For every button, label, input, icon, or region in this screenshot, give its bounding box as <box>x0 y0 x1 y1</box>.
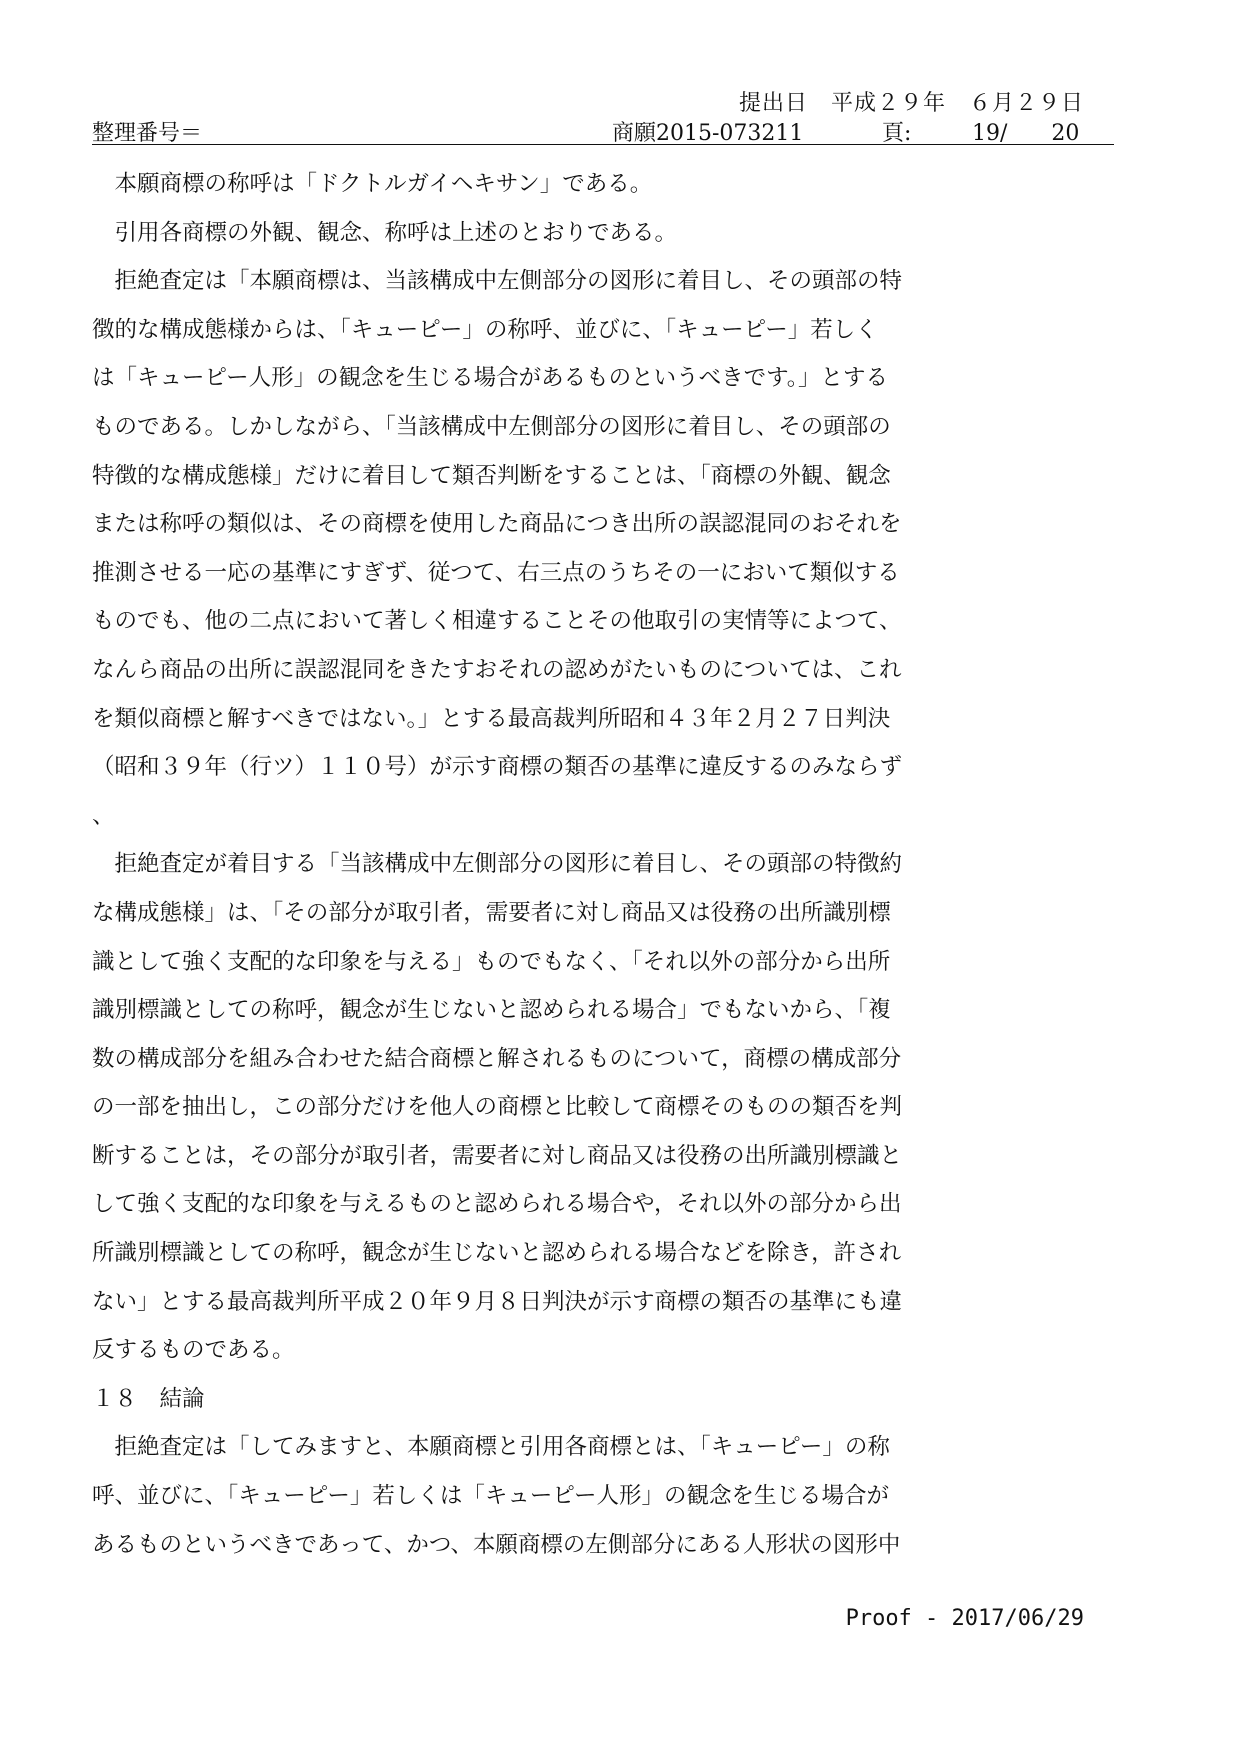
page-number: 19/ 20 <box>972 121 1080 146</box>
text-line: 引用各商標の外観、観念、称呼は上述のとおりである。 <box>92 219 678 246</box>
text-line: 所識別標識としての称呼，観念が生じないと認められる場合などを除き，許され <box>92 1240 902 1267</box>
text-line: 識別標識としての称呼，観念が生じないと認められる場合」でもないから、「複 <box>92 997 891 1024</box>
document-body <box>92 160 1112 1569</box>
text-line: な構成態様」は、「その部分が取引者，需要者に対し商品又は役務の出所識別標 <box>92 899 891 926</box>
text-line: 本願商標の称呼は「ドクトルガイヘキサン」である。 <box>92 171 653 197</box>
text-line: ものである。しかしながら、「当該構成中左側部分の図形に着目し、その頭部の <box>92 413 891 440</box>
proof-footer: Proof - 2017/06/29 <box>845 1606 1084 1631</box>
text-line: 反するものである。 <box>92 1337 295 1364</box>
text-line: 、 <box>92 802 115 829</box>
text-line: 拒絶査定は「本願商標は、当該構成中左側部分の図形に着目し、その頭部の特 <box>92 268 903 295</box>
text-line: を類似商標と解すべきではない。」とする最高裁判所昭和４３年２月２７日判決 <box>92 705 891 732</box>
text-line: 推測させる一応の基準にすぎず、従つて、右三点のうちその一において類似する <box>92 559 900 586</box>
text-line: 特徴的な構成態様」だけに着目して類否判断をすることは、「商標の外観、観念 <box>92 462 891 489</box>
application-number: 商願2015-073211 <box>612 121 804 146</box>
text-line: 拒絶査定は「してみますと、本願商標と引用各商標とは、「キューピー」の称 <box>92 1434 890 1461</box>
section-heading: １８ 結論 <box>92 1385 205 1412</box>
text-line: 呼、並びに、「キューピー」若しくは「キューピー人形」の観念を生じる場合が <box>92 1483 889 1510</box>
text-line: （昭和３９年（行ツ）１１０号）が示す商標の類否の基準に違反するのみならず <box>92 754 903 781</box>
text-line: なんら商品の出所に誤認混同をきたすおそれの認めがたいものについては、これ <box>92 656 902 683</box>
text-line: 断することは，その部分が取引者，需要者に対し商品又は役務の出所識別標識と <box>92 1142 903 1169</box>
reference-number-label: 整理番号＝ <box>92 121 203 146</box>
text-line: 数の構成部分を組み合わせた結合商標と解されるものについて，商標の構成部分 <box>92 1045 902 1072</box>
text-line: または称呼の類似は、その商標を使用した商品につき出所の誤認混同のおそれを <box>92 511 902 538</box>
page-label: 頁: <box>882 121 912 146</box>
text-line: して強く支配的な印象を与えるものと認められる場合や，それ以外の部分から出 <box>92 1191 902 1218</box>
text-line: 拒絶査定が着目する「当該構成中左側部分の図形に着目し、その頭部の特徴約 <box>92 851 903 878</box>
text-line: の一部を抽出し，この部分だけを他人の商標と比較して商標そのものの類否を判 <box>92 1094 903 1121</box>
text-line: ない」とする最高裁判所平成２０年９月８日判決が示す商標の類否の基準にも違 <box>92 1288 903 1315</box>
text-line: ものでも、他の二点において著しく相違することその他取引の実情等によつて、 <box>92 608 902 635</box>
text-line: は「キューピー人形」の観念を生じる場合があるものというべきです。」とする <box>92 365 889 392</box>
text-line: 徴的な構成態様からは、「キューピー」の称呼、並びに、「キューピー」若しく <box>92 316 878 343</box>
filing-date: 提出日 平成２９年 ６月２９日 <box>738 91 1084 116</box>
document-header <box>92 116 1114 145</box>
text-line: あるものというべきであって、かつ、本願商標の左側部分にある人形状の図形中 <box>92 1531 901 1558</box>
text-line: 識として強く支配的な印象を与える」ものでもなく、「それ以外の部分から出所 <box>92 948 891 975</box>
